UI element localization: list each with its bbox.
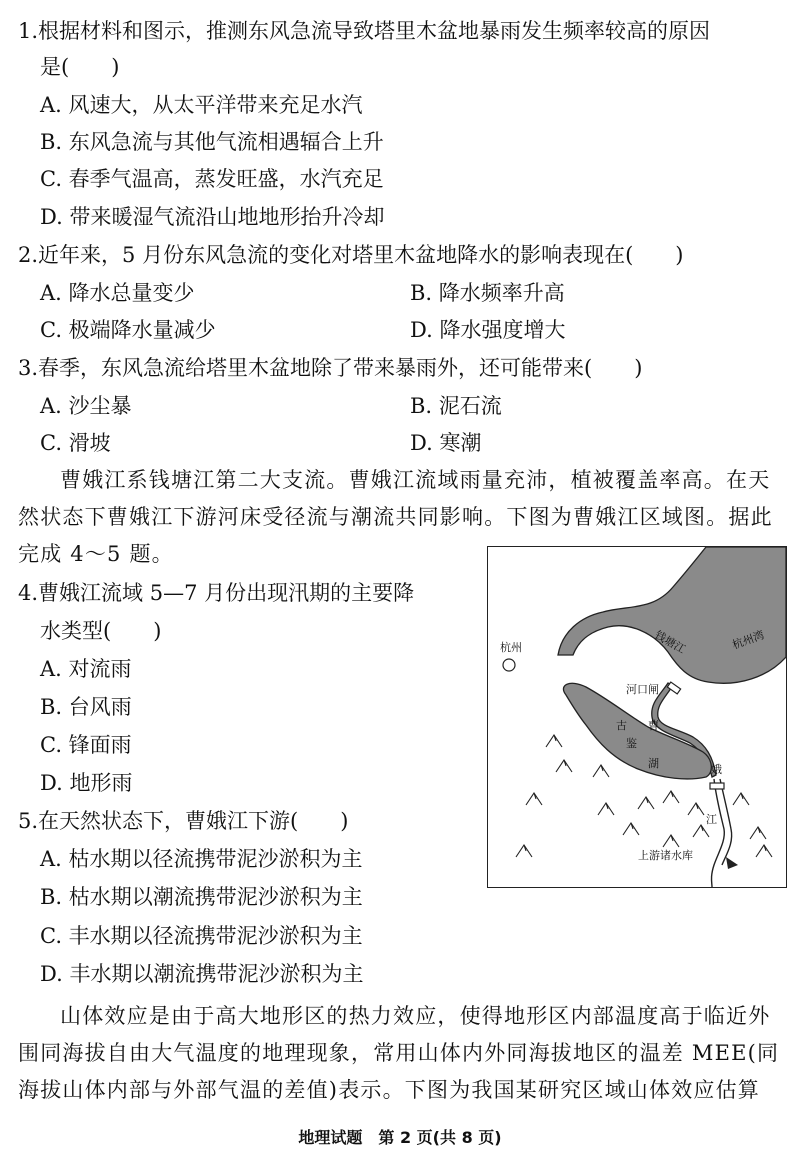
q2-option-d: D. 降水强度增大 [410, 318, 566, 342]
q5-stem: 5.在天然状态下，曹娥江下游( ) [18, 809, 349, 833]
q3-stem: 3.春季，东风急流给塔里木盆地除了带来暴雨外，还可能带来( ) [18, 356, 643, 380]
q4-stem: 4.曹娥江流域 5—7 月份出现汛期的主要降 [18, 581, 415, 605]
label-jiang: 江 [706, 813, 717, 826]
page-footer: 地理试题 第 2 页(共 8 页) [298, 1128, 502, 1147]
q1-option-b: B. 东风急流与其他气流相遇辐合上升 [40, 130, 384, 154]
q1-option-d: D. 带来暖湿气流沿山地地形抬升冷却 [40, 205, 385, 229]
q3-option-a: A. 沙尘暴 [40, 394, 132, 418]
passage1-line1: 曹娥江系钱塘江第二大支流。曹娥江流域雨量充沛，植被覆盖率高。在天 [60, 468, 771, 492]
q3-option-c: C. 滑坡 [40, 431, 111, 455]
caoe-river-map [487, 546, 787, 888]
q3-option-b: B. 泥石流 [410, 394, 502, 418]
hekou-sluice [667, 682, 680, 694]
q2-option-a: A. 降水总量变少 [40, 281, 195, 305]
label-cao: 曹 [648, 719, 659, 732]
label-e: 娥 [711, 763, 722, 776]
label-hu: 湖 [648, 757, 659, 770]
label-gu: 古 [616, 719, 627, 732]
q5-option-c: C. 丰水期以径流携带泥沙淤积为主 [40, 924, 363, 948]
q5-option-d: D. 丰水期以潮流携带泥沙淤积为主 [40, 962, 364, 986]
caoe-river-lower [712, 779, 725, 887]
passage1-line3: 完成 4～5 题。 [18, 542, 174, 566]
q4-stem-cont: 水类型( ) [40, 619, 162, 643]
q1-option-a: A. 风速大，从太平洋带来充足水汽 [40, 93, 363, 117]
q1-stem-cont: 是( ) [40, 55, 120, 79]
river-sluice [710, 783, 724, 789]
q2-stem: 2.近年来，5 月份东风急流的变化对塔里木盆地降水的影响表现在( ) [18, 243, 684, 267]
passage2-line2: 围同海拔自由大气温度的地理现象，常用山体内外同海拔地区的温差 MEE(同 [18, 1041, 780, 1065]
q2-option-b: B. 降水频率升高 [410, 281, 565, 305]
map-svg [488, 547, 786, 887]
passage2-line3: 海拔山体内部与外部气温的差值)表示。下图为我国某研究区域山体效应估算 [18, 1078, 760, 1102]
passage2-line1: 山体效应是由于高大地形区的热力效应，使得地形区内部温度高于临近外 [60, 1004, 771, 1028]
label-hekouzha: 河口闸 [626, 683, 659, 696]
reservoir-flag [726, 857, 738, 869]
label-reservoir: 上游诸水库 [638, 849, 693, 862]
label-hangzhou: 杭州 [500, 641, 522, 654]
passage1-line2: 然状态下曹娥江下游河床受径流与潮流共同影响。下图为曹娥江区域图。据此 [18, 505, 773, 529]
label-qiantang: 钱塘江 [652, 628, 688, 657]
gujian-lake [563, 683, 711, 779]
q2-option-c: C. 极端降水量减少 [40, 318, 216, 342]
label-hangzhou-bay: 杭州湾 [730, 628, 767, 652]
q5-option-b: B. 枯水期以潮流携带泥沙淤积为主 [40, 885, 363, 909]
q3-option-d: D. 寒潮 [410, 431, 482, 455]
q1-option-c: C. 春季气温高，蒸发旺盛，水汽充足 [40, 167, 384, 191]
q5-option-a: A. 枯水期以径流携带泥沙淤积为主 [40, 847, 363, 871]
label-jian: 鉴 [626, 737, 637, 750]
q1-stem: 1.根据材料和图示，推测东风急流导致塔里木盆地暴雨发生频率较高的原因 [18, 19, 711, 43]
hangzhou-city-marker [503, 659, 515, 671]
q4-option-b: B. 台风雨 [40, 695, 132, 719]
q4-option-a: A. 对流雨 [40, 657, 132, 681]
qiantang-river-bay [558, 547, 786, 683]
q4-option-c: C. 锋面雨 [40, 733, 132, 757]
q4-option-d: D. 地形雨 [40, 771, 133, 795]
